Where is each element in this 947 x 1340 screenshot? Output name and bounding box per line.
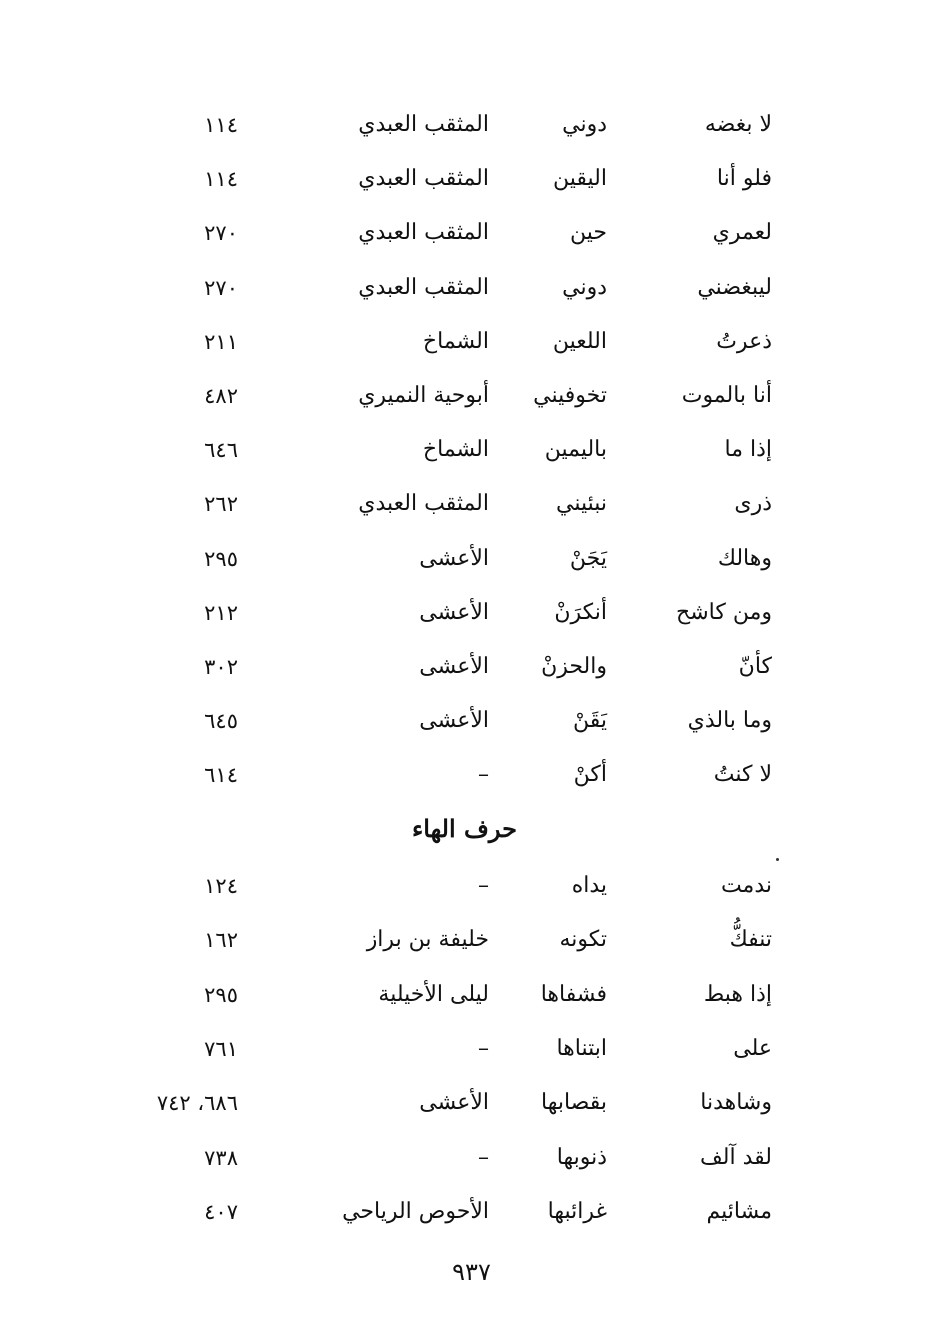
poet-name: المثقب العبدي xyxy=(358,274,489,300)
page-reference: ٤٠٧ xyxy=(204,1199,238,1224)
poet-name: الأحوص الرياحي xyxy=(342,1198,489,1224)
index-row xyxy=(0,376,947,416)
index-row xyxy=(0,322,947,362)
index-row xyxy=(0,755,947,795)
rhyme-word: غرائبها xyxy=(547,1198,607,1224)
verse-first-word: وما بالذي xyxy=(687,708,772,734)
rhyme-word: اللعين xyxy=(552,328,607,354)
index-row xyxy=(0,920,947,960)
verse-first-word: وشاهدنا xyxy=(700,1090,772,1116)
poet-name: أبوحية النميري xyxy=(358,383,489,408)
verse-first-word: كأنّ xyxy=(738,654,772,679)
index-row xyxy=(0,105,947,145)
page-number xyxy=(0,1252,947,1292)
verse-first-word: لا بغضه xyxy=(704,112,772,137)
page-reference: ٤٨٢ xyxy=(204,384,238,408)
verse-first-word: تنفكُّ xyxy=(729,927,772,953)
index-row xyxy=(0,701,947,741)
index-row xyxy=(0,593,947,633)
rhyme-word: ذنوبها xyxy=(556,1144,607,1170)
page-reference: ٢٩٥ xyxy=(204,546,238,571)
poet-name: الشماخ xyxy=(422,328,489,354)
index-row xyxy=(0,539,947,579)
index-row xyxy=(0,430,947,470)
rhyme-word: دوني xyxy=(562,274,607,300)
page-reference: ٣٠٢ xyxy=(204,655,238,679)
page-reference: ٦١٤ xyxy=(204,763,238,788)
stray-mark xyxy=(776,858,779,861)
poet-name: – xyxy=(478,873,489,898)
page-reference: ٢١٢ xyxy=(204,600,238,625)
section-title-text: حرف الهاء xyxy=(412,814,517,843)
poet-name: – xyxy=(478,762,489,788)
rhyme-word: أنكرَنْ xyxy=(554,599,607,625)
verse-first-word: ذعرتُ xyxy=(716,328,772,354)
poet-name: المثقب العبدي xyxy=(358,491,489,517)
rhyme-word: تكونه xyxy=(559,927,607,953)
index-row xyxy=(0,213,947,253)
page-reference: ٢٧٠ xyxy=(204,221,238,246)
rhyme-word: فشفاها xyxy=(540,981,607,1007)
verse-first-word: لعمري xyxy=(712,220,772,246)
poet-name: الشماخ xyxy=(422,437,489,463)
page-reference: ٦٤٦ xyxy=(204,438,238,463)
page-reference: ٢٦٢ xyxy=(204,492,238,517)
poet-name: – xyxy=(478,1144,489,1170)
poet-name: المثقب العبدي xyxy=(358,112,489,137)
verse-first-word: ذرى xyxy=(734,491,772,517)
verse-first-word: إذا هبط xyxy=(703,981,772,1007)
page-reference: ١١٤ xyxy=(204,113,238,137)
verse-first-word: فلو أنا xyxy=(716,166,772,192)
page-reference: ١٦٢ xyxy=(204,928,238,953)
poet-name: – xyxy=(478,1035,489,1061)
poet-name: ليلى الأخيلية xyxy=(378,981,489,1007)
poet-name: خليفة بن براز xyxy=(366,927,489,953)
rhyme-word: دوني xyxy=(562,112,607,137)
poet-name: المثقب العبدي xyxy=(358,220,489,246)
index-row xyxy=(0,647,947,687)
poet-name: الأعشى xyxy=(419,654,489,679)
verse-first-word: ليبغضني xyxy=(697,274,772,300)
rhyme-word: نبئيني xyxy=(555,491,607,517)
poet-name: الأعشى xyxy=(419,708,489,734)
index-row xyxy=(0,268,947,308)
page-reference: ٢١١ xyxy=(204,329,238,354)
index-row xyxy=(0,1192,947,1232)
index-row xyxy=(0,1029,947,1069)
poet-name: الأعشى xyxy=(419,545,489,571)
page-reference: ١١٤ xyxy=(204,167,238,192)
verse-first-word: إذا ما xyxy=(724,437,772,463)
rhyme-word: بقصابها xyxy=(541,1090,607,1116)
verse-first-word: ومن كاشح xyxy=(676,599,772,625)
page-reference: ٦٨٦، ٧٤٢ xyxy=(156,1091,238,1116)
poet-name: المثقب العبدي xyxy=(358,166,489,192)
rhyme-word: اليقين xyxy=(553,166,607,192)
index-row xyxy=(0,866,947,906)
page-reference: ٢٧٠ xyxy=(204,275,238,300)
verse-first-word: ندمت xyxy=(720,873,772,898)
rhyme-word: ابتناها xyxy=(556,1035,607,1061)
page-reference: ١٢٤ xyxy=(204,874,238,898)
verse-first-word: أنا بالموت xyxy=(681,383,772,408)
section-title xyxy=(0,809,947,849)
index-row xyxy=(0,1083,947,1123)
rhyme-word: أكنْ xyxy=(573,762,607,788)
rhyme-word: حين xyxy=(570,220,607,246)
index-row xyxy=(0,484,947,524)
poet-name: الأعشى xyxy=(419,1090,489,1116)
rhyme-word: والحزنْ xyxy=(541,654,607,679)
page-reference: ٧٦١ xyxy=(204,1036,238,1061)
page-reference: ٦٤٥ xyxy=(204,709,238,734)
index-row xyxy=(0,975,947,1015)
rhyme-word: تخوفيني xyxy=(533,383,607,408)
verse-first-word: لا كنتُ xyxy=(713,762,772,788)
verse-first-word: على xyxy=(733,1035,772,1061)
page-reference: ٢٩٥ xyxy=(204,982,238,1007)
poet-name: الأعشى xyxy=(419,599,489,625)
page-number-text: ٩٣٧ xyxy=(452,1258,491,1286)
verse-first-word: لقد آلف xyxy=(700,1144,772,1170)
rhyme-word: يَجَنْ xyxy=(569,545,607,571)
verse-first-word: وهالك xyxy=(717,545,772,571)
index-row xyxy=(0,159,947,199)
page-reference: ٧٣٨ xyxy=(204,1145,238,1170)
rhyme-word: يَقَنْ xyxy=(573,708,607,734)
index-row xyxy=(0,1138,947,1178)
verse-first-word: مشائيم xyxy=(706,1198,772,1224)
rhyme-word: يداه xyxy=(571,873,607,898)
rhyme-word: باليمين xyxy=(544,437,607,463)
